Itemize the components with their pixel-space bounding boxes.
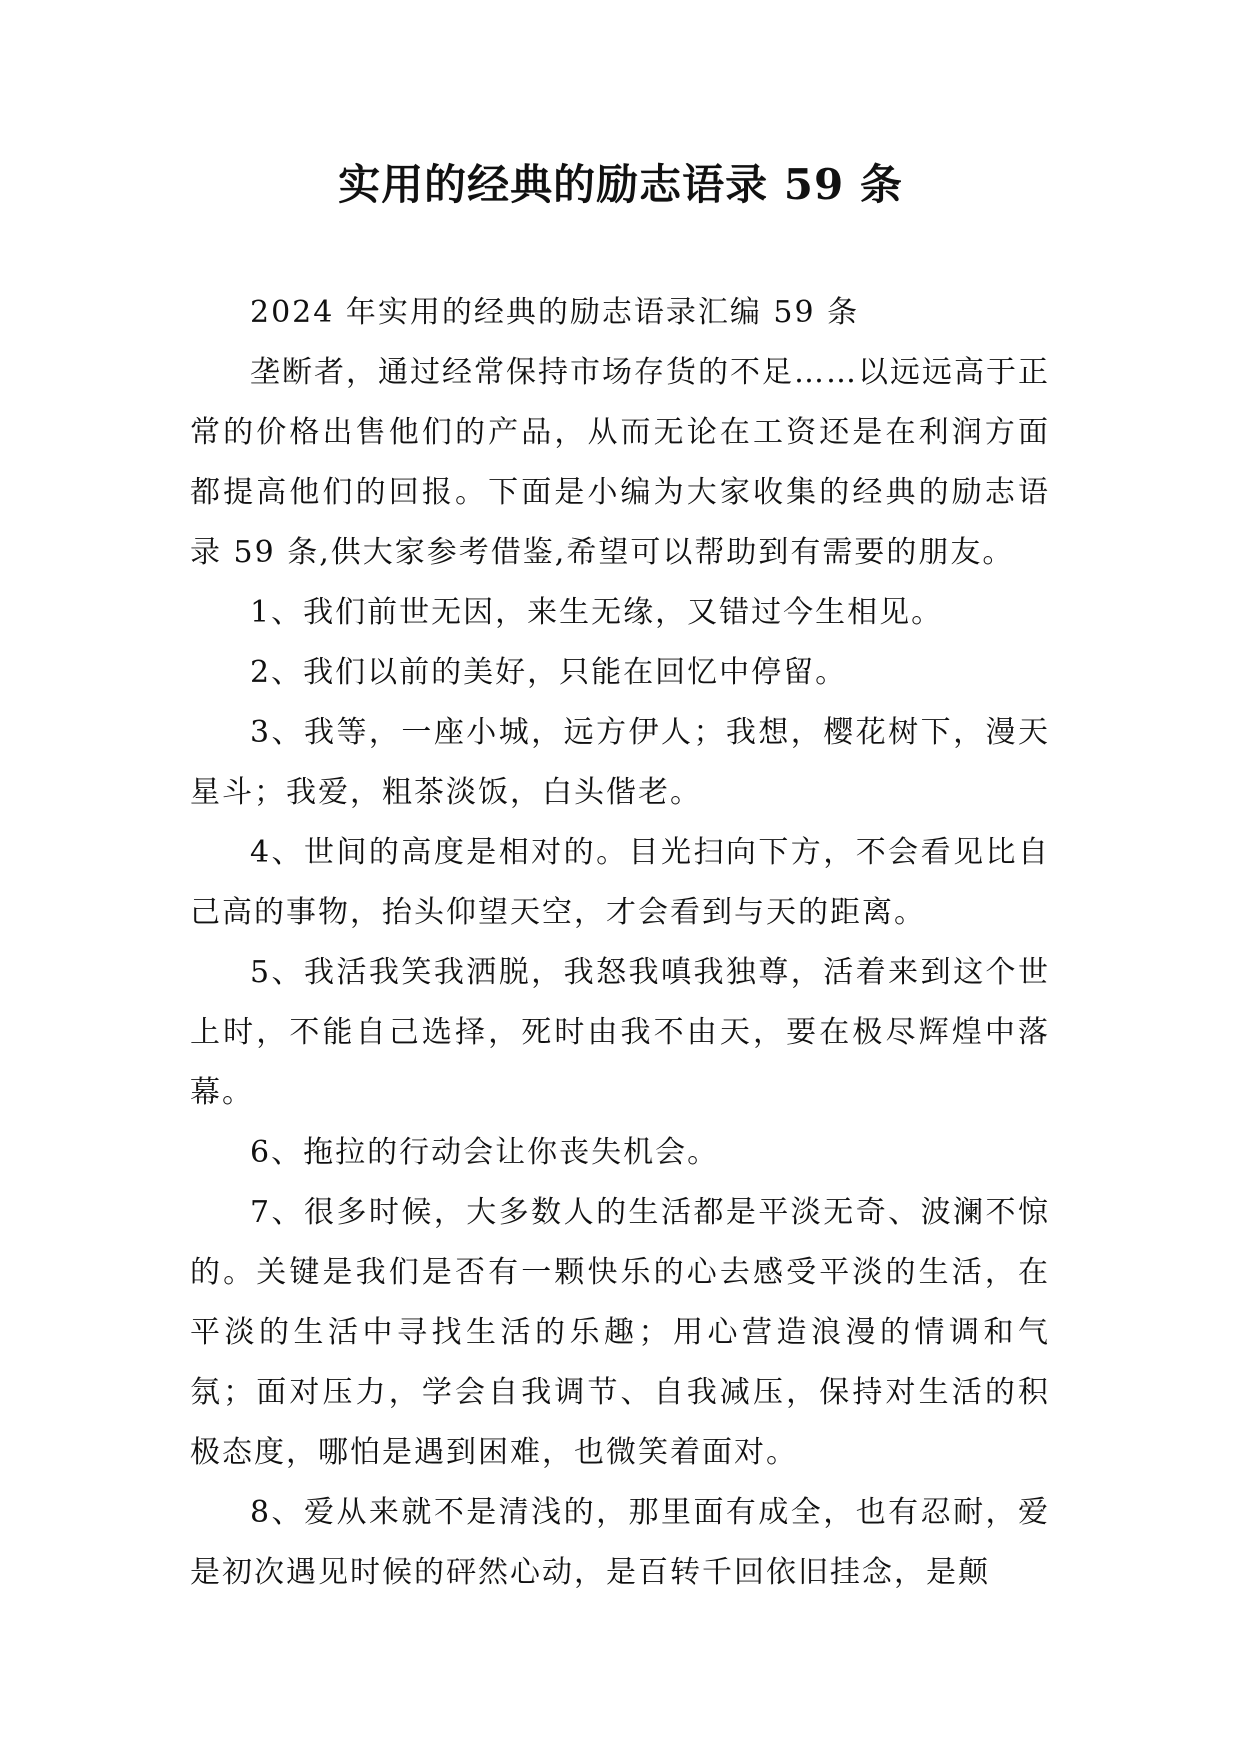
quote-item-1: 1、我们前世无因，来生无缘，又错过今生相见。: [250, 595, 944, 630]
quote-item-4: 4、世间的高度是相对的。目光扫向下方，不会看见比自己高的事物，抬头仰望天空，才会看到与天的距离。: [190, 835, 1050, 930]
document-title: 实用的经典的励志语录 59 条: [338, 160, 903, 209]
paragraph-intro: 垄断者，通过经常保持市场存货的不足……以远远高于正常的价格出售他们的产品，从而无论在工资还是在利润方面都提高他们的回报。下面是小编为大家收集的经典的励志语录 59 条,供大家参考借鉴,希望可以帮助到有需要的朋友。: [190, 355, 1050, 570]
quote-item-7: 7、很多时候，大多数人的生活都是平淡无奇、波澜不惊的。关键是我们是否有一颗快乐的心去感受平淡的生活，在平淡的生活中寻找生活的乐趣；用心营造浪漫的情调和气氛；面对压力，学会自我调节、自我减压，保持对生活的积极态度，哪怕是遇到困难，也微笑着面对。: [190, 1195, 1050, 1470]
document-body: [190, 283, 1050, 1603]
quote-item-5: 5、我活我笑我洒脱，我怒我嗔我独尊，活着来到这个世上时，不能自己选择，死时由我不由天，要在极尽辉煌中落幕。: [190, 955, 1050, 1110]
quote-item-3: 3、我等，一座小城，远方伊人；我想，樱花树下，漫天星斗；我爱，粗茶淡饭，白头偕老。: [190, 715, 1050, 810]
paragraph-subtitle: 2024 年实用的经典的励志语录汇编 59 条: [250, 295, 860, 330]
quote-item-8: 8、爱从来就不是清浅的，那里面有成全，也有忍耐，爱是初次遇见时候的砰然心动，是百转千回依旧挂念，是颠: [190, 1495, 1050, 1590]
quote-item-2: 2、我们以前的美好，只能在回忆中停留。: [250, 655, 848, 690]
quote-item-6: 6、拖拉的行动会让你丧失机会。: [250, 1135, 720, 1170]
